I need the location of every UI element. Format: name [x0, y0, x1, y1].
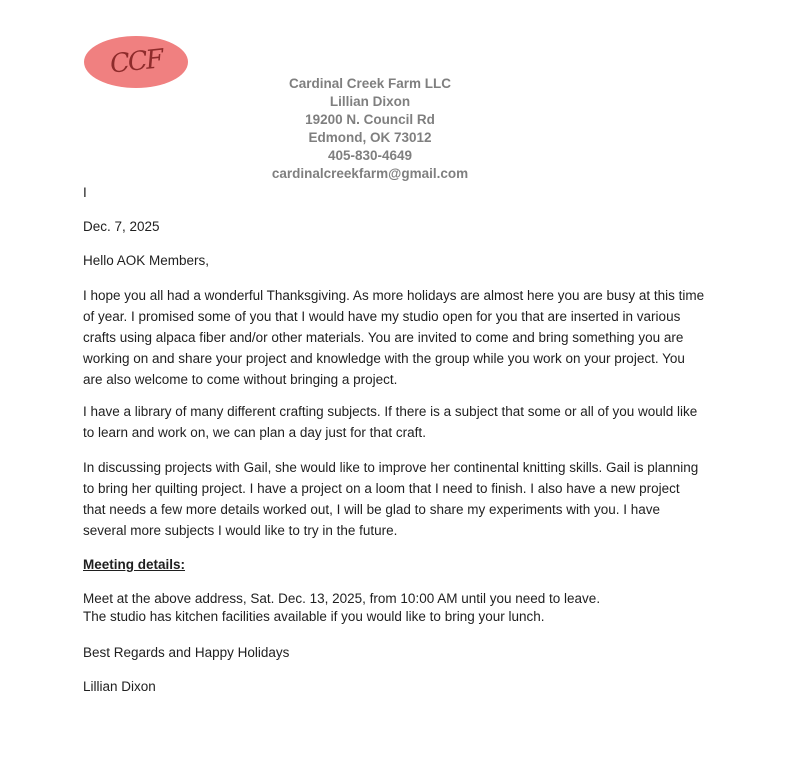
paragraph-1-line: crafts using alpaca fiber and/or other materials. You are invited to come and bring something you are: [83, 330, 684, 345]
paragraph-1-line: are also welcome to come without bringing a project.: [83, 372, 398, 387]
paragraph-3-line: to bring her quilting project. I have a project on a loom that I need to finish. I also have a new project: [83, 481, 680, 496]
letter-greeting: Hello AOK Members,: [83, 253, 210, 268]
logo-text: CCF: [108, 44, 164, 80]
paragraph-3-line: that needs a few more details worked out, I will be glad to share my experiments with you. I have: [83, 502, 661, 517]
letterhead-city: Edmond, OK 73012: [308, 130, 432, 145]
letterhead-street: 19200 N. Council Rd: [305, 112, 435, 127]
letter-date: Dec. 7, 2025: [83, 219, 160, 234]
text-cursor-mark: I: [83, 185, 87, 200]
letterhead-name: Lillian Dixon: [329, 94, 411, 109]
paragraph-1-line: I hope you all had a wonderful Thanksgiving. As more holidays are almost here you are busy at this time: [83, 288, 705, 303]
letterhead-company: Cardinal Creek Farm LLC: [288, 76, 452, 91]
letterhead-phone: 405-830-4649: [327, 148, 413, 163]
paragraph-3-line: In discussing projects with Gail, she would like to improve her continental knitting skills. Gail is planning: [83, 460, 699, 475]
letter-closing: Best Regards and Happy Holidays: [83, 645, 290, 660]
paragraph-2-line: to learn and work on, we can plan a day just for that craft.: [83, 425, 426, 440]
letter-signature: Lillian Dixon: [83, 679, 156, 694]
letterhead-email: cardinalcreekfarm@gmail.com: [271, 166, 469, 181]
paragraph-2-line: I have a library of many different crafting subjects. If there is a subject that some or all of you would like: [83, 404, 698, 419]
paragraph-1-line: of year. I promised some of you that I would have my studio open for you that are inserted in various: [83, 309, 681, 324]
meeting-line: The studio has kitchen facilities available if you would like to bring your lunch.: [83, 609, 545, 624]
meeting-details-heading: Meeting details:: [83, 557, 186, 572]
paragraph-3-line: several more subjects I would like to try in the future.: [83, 523, 398, 538]
meeting-line: Meet at the above address, Sat. Dec. 13, 2025, from 10:00 AM until you need to leave.: [83, 591, 601, 606]
ccf-logo: [84, 36, 188, 88]
paragraph-1-line: working on and share your project and knowledge with the group while you work on your project. You: [83, 351, 685, 366]
